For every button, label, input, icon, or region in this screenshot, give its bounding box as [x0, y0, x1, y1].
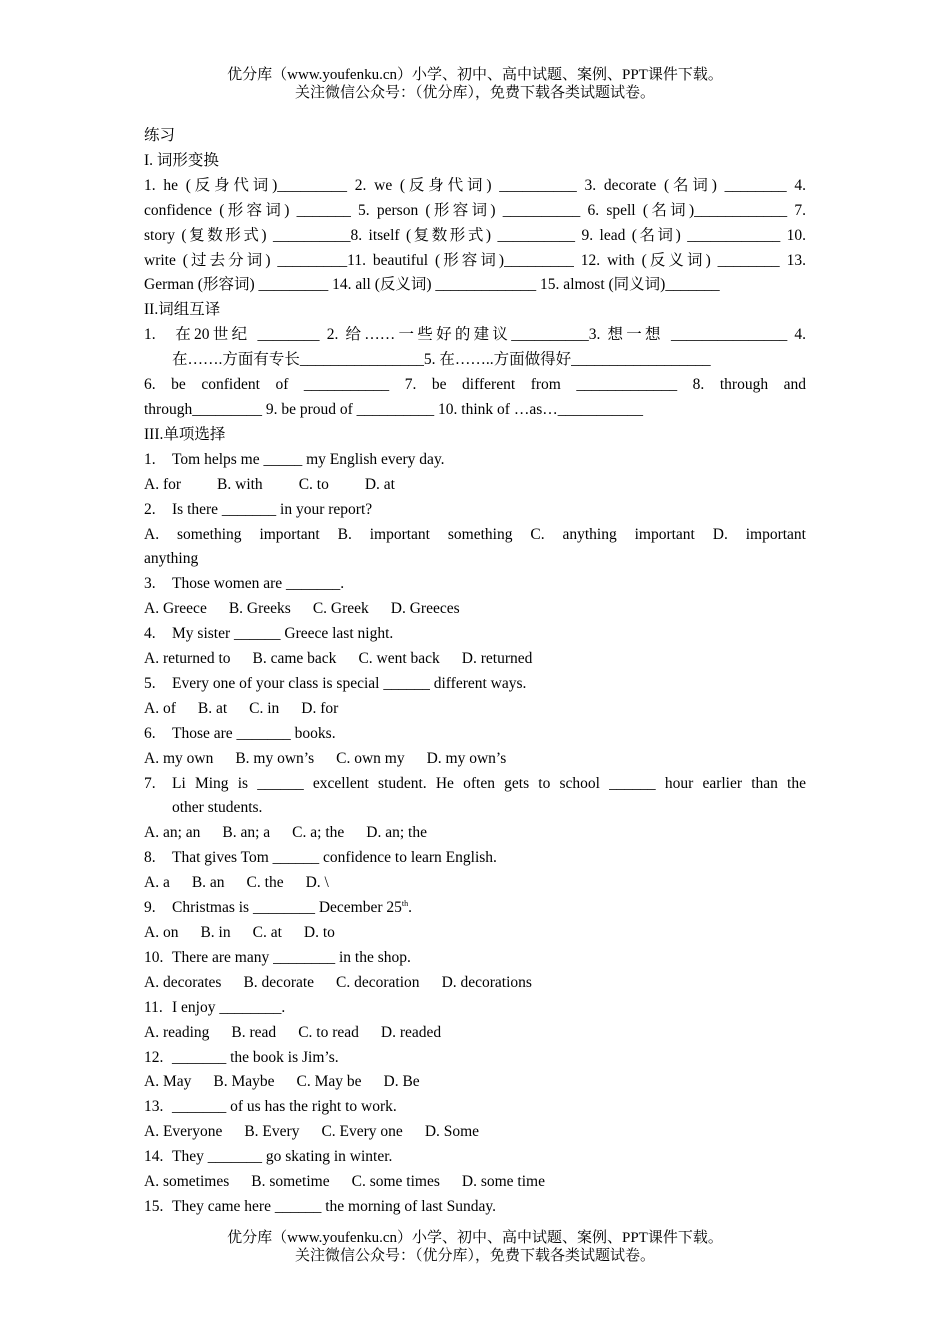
question-number: 12. [144, 1048, 164, 1066]
option: A. my own [144, 749, 214, 767]
option: A. for [144, 475, 182, 493]
question [144, 448, 806, 473]
question-options [144, 747, 806, 772]
question [144, 996, 806, 1021]
option: B. an; a [222, 824, 271, 842]
question-text-cont: other students. [172, 799, 263, 817]
option: D. an; the [366, 824, 427, 842]
option: C. May be [296, 1073, 362, 1091]
option: B. decorate [243, 973, 315, 991]
question-options [144, 697, 806, 722]
question-text: They came here ______ the morning of last Sunday. [172, 1197, 496, 1215]
option: B. at [197, 699, 228, 717]
option: C. decoration [336, 973, 420, 991]
option: B. with [217, 475, 263, 493]
question-text: Those are _______ books. [172, 724, 336, 742]
page-header [0, 66, 950, 102]
option: D. my own’s [426, 749, 507, 767]
question-text: Those women are _______. [172, 575, 345, 593]
question-text: Tom helps me _____ my English every day. [172, 450, 445, 468]
option: B. my own’s [235, 749, 315, 767]
question-options-cont: anything [144, 550, 199, 568]
option: D. decorations [441, 973, 532, 991]
question [144, 772, 806, 797]
question-text: I enjoy ________. [172, 998, 286, 1016]
document-body [144, 124, 806, 1220]
question-text: That gives Tom ______ confidence to learn English. [172, 849, 497, 867]
question-options [144, 821, 806, 846]
option: C. went back [358, 650, 440, 668]
question-text: Li Ming is ______ excellent student. He often gets to school ______ hour earlier than the [172, 774, 806, 792]
question-text: Christmas is ________ December 25 [172, 899, 402, 917]
question-number: 4. [144, 625, 156, 643]
option: A. returned to [144, 650, 231, 668]
question-options [144, 1070, 806, 1095]
option: C. some times [351, 1173, 440, 1191]
question [144, 572, 806, 597]
question-options [144, 597, 806, 622]
question-number: 8. [144, 849, 156, 867]
question-number: 1. [144, 450, 156, 468]
option: C. a; the [292, 824, 345, 842]
word-form-line: confidence (形容词) _______ 5. person (形容词) __________ 6. spell (名词)____________ 7. [144, 201, 806, 219]
question-number: 13. [144, 1098, 164, 1116]
option: B. Maybe [213, 1073, 275, 1091]
option: C. own my [336, 749, 405, 767]
option: C. Every one [321, 1123, 403, 1141]
question-options: A. something important B. important something C. anything important D. important [144, 525, 806, 543]
option: A. on [144, 924, 179, 941]
phrase-line [144, 323, 806, 348]
question-options [144, 871, 806, 896]
section-heading-3: III.单项选择 [144, 425, 226, 443]
option: A. Greece [144, 600, 207, 618]
phrase-line: 在…….方面有专长________________5. 在……..方面做得好__________________ [172, 351, 711, 369]
question-number: 6. [144, 724, 156, 742]
phrase-text: 在20世纪 ________ 2. 给……一些好的建议__________3. 想一想 _______________ 4. [172, 326, 806, 344]
section-heading-1: I. 词形变换 [144, 151, 219, 169]
question-number: 14. [144, 1148, 164, 1166]
question-text: Every one of your class is special ______ different ways. [172, 674, 527, 692]
question [144, 1046, 806, 1071]
option: D. for [301, 699, 339, 717]
question-number: 5. [144, 674, 156, 692]
option: A. Everyone [144, 1123, 223, 1141]
page-title: 练习 [144, 127, 176, 144]
ordinal-suffix: th [401, 898, 409, 908]
question [144, 622, 806, 647]
option: D. Greeces [390, 600, 460, 618]
header-line-1: 优分库（www.youfenku.cn）小学、初中、高中试题、案例、PPT课件下载。 [227, 67, 723, 83]
question-text: There are many ________ in the shop. [172, 948, 411, 966]
option: D. returned [461, 650, 533, 668]
option: A. a [144, 874, 170, 892]
question-number: 10. [144, 948, 164, 966]
question [144, 498, 806, 523]
option: C. the [246, 874, 284, 892]
question-number: 7. [144, 774, 156, 792]
section-heading-2: II.词组互译 [144, 301, 221, 319]
question-options [144, 1021, 806, 1046]
question [144, 672, 806, 697]
option: D. at [364, 475, 395, 493]
option: B. read [231, 1023, 277, 1041]
question [144, 896, 806, 921]
question-number: 2. [144, 500, 156, 518]
option: C. Greek [312, 600, 369, 618]
option: C. in [249, 699, 280, 717]
footer-line-1: 优分库（www.youfenku.cn）小学、初中、高中试题、案例、PPT课件下载。 [227, 1230, 723, 1246]
option: D. Some [424, 1123, 480, 1141]
option: B. an [191, 874, 225, 892]
option: A. May [144, 1073, 192, 1091]
option: B. came back [252, 650, 337, 668]
question-options [144, 1120, 806, 1145]
option: A. reading [144, 1023, 210, 1041]
option: D. some time [461, 1173, 545, 1191]
question-number: 15. [144, 1197, 164, 1215]
phrase-line: 6. be confident of ___________ 7. be different from _____________ 8. through and [144, 376, 806, 394]
question-text: My sister ______ Greece last night. [172, 625, 394, 643]
option: A. sometimes [144, 1173, 230, 1191]
question-number: 9. [144, 899, 156, 917]
question [144, 846, 806, 871]
option: A. decorates [144, 973, 222, 991]
phrase-line: through_________ 9. be proud of __________ 10. think of …as…___________ [144, 400, 643, 418]
question-options [144, 971, 806, 996]
option: C. to [298, 475, 329, 493]
option: D. Be [383, 1073, 420, 1091]
question-options [144, 647, 806, 672]
word-form-line: write (过去分词) _________11. beautiful (形容词)_________ 12. with (反义词) ________ 13. [144, 251, 806, 269]
word-form-line: 1. he (反身代词)_________ 2. we (反身代词) __________ 3. decorate (名词) ________ 4. [144, 176, 806, 194]
question-number: 3. [144, 575, 156, 593]
option: C. at [252, 924, 282, 941]
word-form-line: German (形容词) _________ 14. all (反义词) _____________ 15. almost (同义词)_______ [144, 276, 720, 294]
option: D. readed [380, 1023, 442, 1041]
option: D. \ [305, 874, 329, 892]
item-number: 1. [144, 326, 156, 344]
option: C. to read [298, 1023, 359, 1041]
question-text: Is there _______ in your report? [172, 500, 373, 518]
word-form-line: story (复数形式) __________8. itself (复数形式) __________ 9. lead (名词) ____________ 10. [144, 226, 806, 244]
option: A. an; an [144, 824, 201, 842]
question-text: _______ of us has the right to work. [172, 1098, 397, 1116]
option: A. of [144, 699, 176, 717]
footer-line-2: 关注微信公众号：（优分库），免费下载各类试题试卷。 [294, 1248, 655, 1264]
option: B. sometime [251, 1173, 330, 1191]
header-line-2: 关注微信公众号：（优分库），免费下载各类试题试卷。 [294, 85, 655, 101]
option: D. to [303, 924, 335, 941]
question [144, 1195, 806, 1220]
question [144, 946, 806, 971]
option: B. Greeks [228, 600, 291, 618]
question-options [144, 473, 806, 498]
option: B. in [200, 924, 231, 941]
question [144, 722, 806, 747]
question-number: 11. [144, 998, 163, 1016]
option: B. Every [244, 1123, 300, 1141]
question [144, 1145, 806, 1170]
question-text: They _______ go skating in winter. [172, 1148, 393, 1166]
question-options [144, 921, 806, 946]
page-footer [0, 1229, 950, 1265]
question-options [144, 1170, 806, 1195]
question-text: _______ the book is Jim’s. [172, 1048, 339, 1066]
question [144, 1095, 806, 1120]
question-text-end: . [408, 899, 412, 917]
